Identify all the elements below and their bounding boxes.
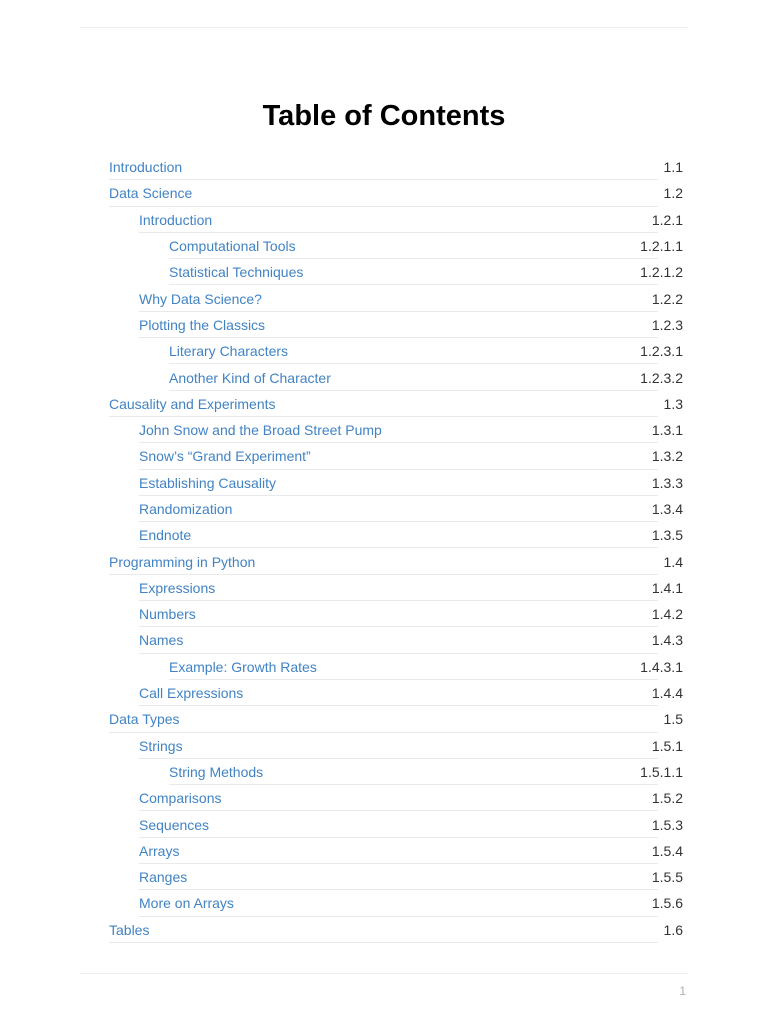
toc-entry-link[interactable]: Snow’s “Grand Experiment” — [139, 448, 311, 465]
toc-entry-underline — [109, 942, 658, 943]
toc-entry-section-number: 1.3.4 — [651, 501, 683, 517]
toc-entry[interactable] — [109, 838, 683, 864]
toc-entry-section-number: 1.2 — [663, 185, 683, 202]
toc-entry-link[interactable]: Numbers — [139, 606, 196, 623]
toc-entry-link[interactable]: Sequences — [139, 816, 210, 833]
toc-entry[interactable] — [109, 417, 683, 443]
toc-entry[interactable] — [109, 391, 683, 417]
toc-entry-link[interactable]: John Snow and the Broad Street Pump — [139, 422, 382, 439]
toc-entry[interactable] — [109, 706, 683, 732]
toc-entry-link[interactable]: Randomization — [139, 501, 233, 517]
toc-entry[interactable] — [109, 575, 683, 601]
toc-entry-section-number: 1.5.6 — [651, 895, 683, 912]
toc-entry[interactable] — [109, 470, 683, 496]
toc-entry-link[interactable]: Tables — [109, 921, 150, 938]
toc-entry[interactable] — [109, 154, 683, 180]
toc-entry-link[interactable]: Expressions — [139, 579, 216, 596]
page-title: Table of Contents — [262, 100, 506, 132]
toc-entry-section-number: 1.3 — [663, 395, 683, 412]
toc-entry-section-number: 1.2.2 — [651, 290, 683, 307]
toc-entry[interactable] — [109, 917, 683, 943]
toc-entry[interactable] — [109, 338, 683, 364]
toc-entry-section-number: 1.5 — [663, 711, 683, 728]
toc-entry-section-number: 1.2.1.2 — [640, 264, 683, 281]
toc-entry[interactable] — [109, 207, 683, 233]
toc-entry[interactable] — [109, 364, 683, 390]
toc-entry[interactable] — [109, 312, 683, 338]
toc-entry[interactable] — [109, 654, 683, 680]
toc-entry[interactable] — [109, 759, 683, 785]
toc-entry-link[interactable]: Comparisons — [139, 790, 222, 807]
toc-entry-link[interactable]: Plotting the Classics — [139, 316, 266, 333]
toc-entry-link[interactable]: Establishing Causality — [139, 474, 276, 491]
toc-entry-link[interactable]: Computational Tools — [169, 238, 296, 255]
toc-entry-section-number: 1.3.1 — [651, 422, 683, 439]
toc-entry[interactable] — [109, 522, 683, 548]
toc-entry-link[interactable]: Endnote — [139, 527, 192, 544]
toc-entry-section-number: 1.4.4 — [651, 685, 683, 702]
toc-entry-section-number: 1.2.1 — [651, 211, 683, 228]
toc-entry-section-number: 1.3.3 — [651, 474, 683, 491]
toc-entry-link[interactable]: More on Arrays — [139, 895, 234, 912]
toc-entry-link[interactable]: Example: Growth Rates — [169, 658, 317, 675]
toc-entry-link[interactable]: Another Kind of Character — [169, 369, 331, 386]
toc-entry-link[interactable]: Introduction — [109, 159, 183, 176]
toc-entry[interactable] — [109, 811, 683, 837]
toc-entry[interactable] — [109, 733, 683, 759]
toc-entry-section-number: 1.3.5 — [651, 527, 683, 544]
toc-entry[interactable] — [109, 785, 683, 811]
toc-entry-section-number: 1.5.1 — [651, 737, 683, 754]
toc-entry-section-number: 1.5.2 — [651, 790, 683, 807]
toc-entry[interactable] — [109, 601, 683, 627]
toc-entry-link[interactable]: Programming in Python — [109, 553, 256, 570]
toc-entry[interactable] — [109, 627, 683, 653]
toc-entry[interactable] — [109, 890, 683, 916]
toc-entry-section-number: 1.5.1.1 — [640, 763, 683, 780]
toc-entry[interactable] — [109, 680, 683, 706]
toc-entry-link[interactable]: Statistical Techniques — [169, 264, 304, 281]
toc-entry[interactable] — [109, 180, 683, 206]
toc-entry-link[interactable]: Literary Characters — [169, 343, 289, 360]
bottom-divider — [80, 973, 688, 974]
toc-entry-link[interactable]: Ranges — [139, 869, 188, 886]
toc-entry[interactable] — [109, 233, 683, 259]
toc-entry-link[interactable]: Introduction — [139, 211, 213, 228]
toc-entry-link[interactable]: Strings — [139, 737, 183, 754]
toc-entry-section-number: 1.1 — [663, 159, 683, 176]
toc-entry[interactable] — [109, 259, 683, 285]
toc-entry[interactable] — [109, 496, 683, 522]
toc-entry-link[interactable]: String Methods — [169, 763, 264, 780]
toc-entry-section-number: 1.2.3 — [651, 316, 683, 333]
toc-entry-section-number: 1.6 — [663, 921, 683, 938]
top-divider — [80, 27, 688, 28]
toc-entry[interactable] — [109, 548, 683, 574]
toc-entry-section-number: 1.5.4 — [651, 842, 683, 859]
toc-entry-section-number: 1.5.3 — [651, 816, 683, 833]
toc-entry-link[interactable]: Data Science — [109, 185, 193, 202]
toc-entry-section-number: 1.2.3.1 — [640, 343, 683, 360]
toc-entry-section-number: 1.2.1.1 — [640, 238, 683, 255]
toc-entry-section-number: 1.4.3 — [651, 632, 683, 649]
toc-entry[interactable] — [109, 443, 683, 469]
toc-entry-section-number: 1.4.1 — [651, 579, 683, 596]
toc-entry-section-number: 1.3.2 — [651, 448, 683, 465]
table-of-contents — [109, 154, 683, 943]
toc-entry[interactable] — [109, 864, 683, 890]
toc-entry-section-number: 1.5.5 — [651, 869, 683, 886]
toc-entry-link[interactable]: Names — [139, 632, 184, 649]
toc-entry-link[interactable]: Call Expressions — [139, 685, 244, 702]
toc-entry-link[interactable]: Arrays — [139, 842, 180, 859]
toc-entry-section-number: 1.4.2 — [651, 606, 683, 623]
toc-entry-section-number: 1.2.3.2 — [640, 369, 683, 386]
toc-entry[interactable] — [109, 285, 683, 311]
toc-entry-section-number: 1.4.3.1 — [640, 658, 683, 675]
toc-entry-link[interactable]: Data Types — [109, 711, 180, 728]
toc-entry-section-number: 1.4 — [663, 553, 683, 570]
toc-entry-link[interactable]: Causality and Experiments — [109, 395, 276, 412]
toc-entry-link[interactable]: Why Data Science? — [139, 290, 262, 307]
page-number: 1 — [679, 984, 686, 998]
